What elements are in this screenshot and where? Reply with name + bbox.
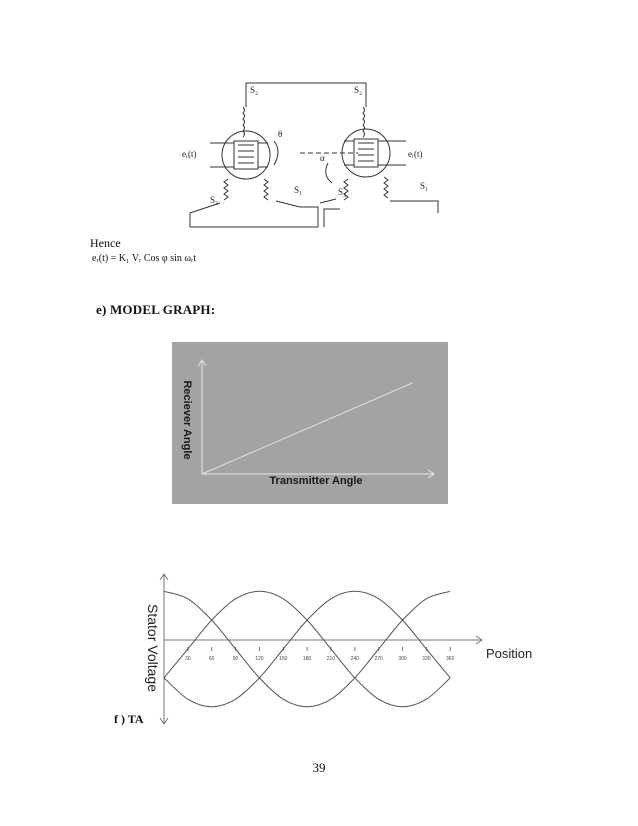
graph1-x-label: Transmitter Angle — [269, 475, 363, 487]
synchro-circuit-diagram — [180, 75, 450, 240]
graph2-tick-label: 120 — [255, 656, 264, 662]
label-alpha: α — [320, 153, 325, 163]
label-s3-left: S₃ — [210, 195, 219, 205]
page-number: 39 — [312, 760, 326, 775]
graph2-tick-label: 270 — [374, 656, 383, 662]
receiver-transmitter-graph — [172, 342, 448, 504]
graph2-tick-label: 90 — [232, 656, 239, 662]
graph2-tick-label: 60 — [208, 656, 215, 662]
label-s2-left: S₂ — [250, 85, 259, 95]
label-er-left: eᵣ(t) — [182, 149, 197, 159]
label-theta: θ — [278, 129, 283, 139]
graph2-x-label: Position — [486, 646, 533, 661]
stator-voltage-graph — [130, 566, 533, 731]
label-er-right: eᵣ(t) — [408, 149, 423, 159]
graph2-tick-label: 210 — [326, 656, 336, 662]
equation-text: eᵣ(t) = K₁ Vᵣ Cos φ sin ωᵣt — [92, 253, 197, 264]
graph2-tick-label: 180 — [302, 656, 312, 662]
graph2-tick-label: 30 — [185, 656, 191, 662]
graph1-series-line — [202, 383, 413, 474]
label-s2-right: S₂ — [354, 85, 363, 95]
section-heading-f: f ) TA — [114, 712, 144, 726]
label-s1-right: S₁ — [420, 181, 429, 191]
graph2-tick-label: 300 — [398, 656, 407, 662]
section-heading-model-graph: e) MODEL GRAPH: — [96, 302, 216, 317]
label-s3-right: S₃ — [338, 187, 347, 197]
graph2-tick-label: 330 — [422, 656, 431, 662]
graph2-tick-label: 240 — [350, 656, 359, 662]
hence-text: Hence — [90, 236, 121, 250]
graph2-tick-label: 360 — [446, 656, 455, 662]
graph1-y-label: Reciever Angle — [181, 380, 193, 460]
graph2-y-label: Stator Voltage — [145, 604, 161, 692]
graph2-tick-label: 150 — [279, 656, 288, 662]
label-s1-left: S₁ — [294, 185, 303, 195]
